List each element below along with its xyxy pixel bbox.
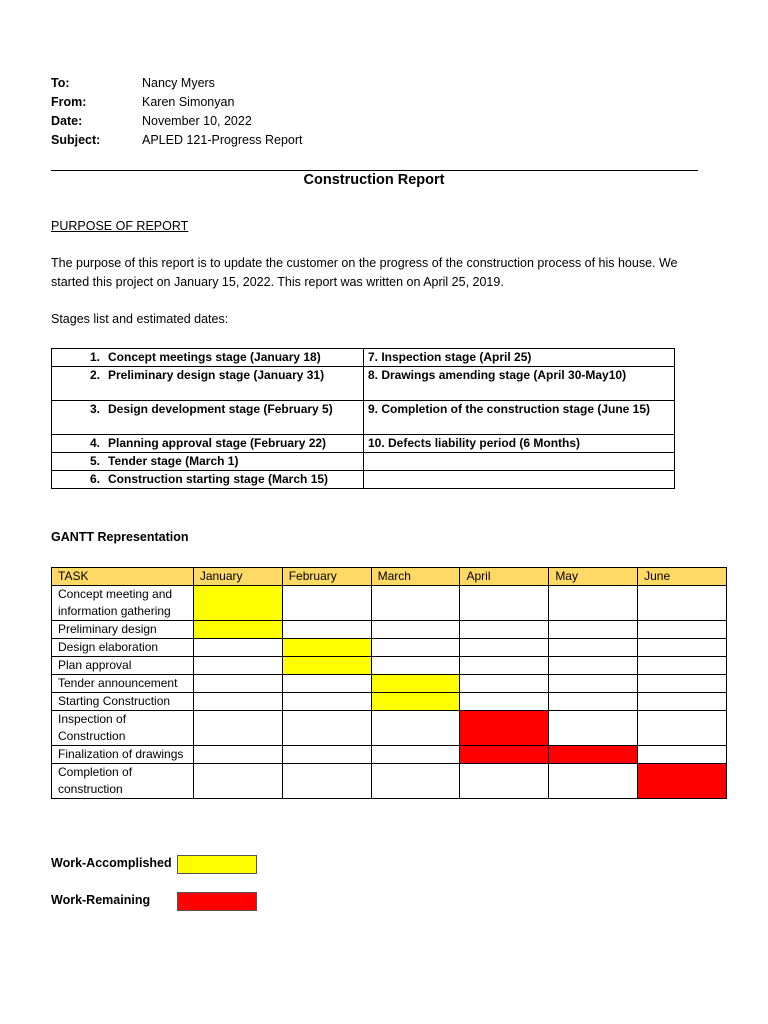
stage-number: 1.: [89, 350, 100, 364]
stages-row: [52, 401, 675, 435]
gantt-task-label: Design elaboration: [52, 639, 194, 657]
stage-number: 3.: [89, 402, 100, 416]
gantt-row: [52, 621, 727, 639]
stages-row: [52, 471, 675, 489]
gantt-empty-cell: [638, 675, 727, 693]
gantt-empty-cell: [282, 621, 371, 639]
gantt-header-cell: TASK: [52, 568, 194, 586]
stages-row: [52, 435, 675, 453]
gantt-header-cell: January: [193, 568, 282, 586]
stage-left-cell: [52, 401, 364, 435]
gantt-empty-cell: [282, 711, 371, 746]
gantt-empty-cell: [193, 675, 282, 693]
legend-remaining-swatch: [177, 892, 257, 911]
stage-text: Design development stage (February 5): [108, 402, 333, 416]
gantt-empty-cell: [460, 586, 549, 621]
purpose-paragraph: The purpose of this report is to update the customer on the progress of the construction process of his house. We started this project on January 15, 2022. This report was written on April 25, 2019.: [51, 256, 678, 289]
memo-subject-value: APLED 121-Progress Report: [142, 133, 303, 147]
gantt-row: [52, 746, 727, 764]
stage-right-cell: [364, 453, 675, 471]
gantt-empty-cell: [371, 746, 460, 764]
gantt-empty-cell: [460, 639, 549, 657]
stage-right-cell: 9. Completion of the construction stage (June 15): [364, 401, 675, 435]
gantt-task-label: Concept meeting and information gathering: [52, 586, 194, 621]
stage-number: 6.: [89, 472, 100, 486]
stage-left-cell: [52, 471, 364, 489]
gantt-empty-cell: [549, 693, 638, 711]
stage-number: 2.: [89, 368, 100, 382]
legend-accomplished-label: Work-Accomplished: [51, 856, 172, 870]
gantt-empty-cell: [638, 657, 727, 675]
legend-remaining-label: Work-Remaining: [51, 893, 151, 907]
header-divider: [51, 170, 698, 171]
stage-text: Preliminary design stage (January 31): [108, 368, 325, 382]
stages-row: [52, 349, 675, 367]
gantt-empty-cell: [193, 746, 282, 764]
gantt-empty-cell: [193, 711, 282, 746]
gantt-empty-cell: [638, 639, 727, 657]
gantt-row: [52, 657, 727, 675]
stage-number: 5.: [89, 454, 100, 468]
memo-from-value: Karen Simonyan: [142, 95, 235, 109]
gantt-bar-remaining: [549, 746, 638, 764]
gantt-header-cell: February: [282, 568, 371, 586]
legend-accomplished: [51, 856, 172, 870]
legend-accomplished-swatch: [177, 855, 257, 874]
gantt-empty-cell: [371, 621, 460, 639]
gantt-row: [52, 675, 727, 693]
gantt-empty-cell: [193, 693, 282, 711]
stage-right-cell: 10. Defects liability period (6 Months): [364, 435, 675, 453]
gantt-row: [52, 711, 727, 746]
gantt-empty-cell: [460, 693, 549, 711]
gantt-row: [52, 586, 727, 621]
gantt-heading: GANTT Representation: [51, 530, 189, 544]
gantt-empty-cell: [371, 657, 460, 675]
gantt-empty-cell: [371, 711, 460, 746]
gantt-bar-accomplished: [371, 675, 460, 693]
stage-text: Tender stage (March 1): [108, 454, 239, 468]
stage-text: Planning approval stage (February 22): [108, 436, 327, 450]
gantt-bar-remaining: [638, 764, 727, 799]
gantt-bar-accomplished: [193, 621, 282, 639]
gantt-empty-cell: [282, 586, 371, 621]
stage-left-cell: [52, 367, 364, 401]
gantt-table: [51, 567, 727, 799]
gantt-empty-cell: [549, 675, 638, 693]
gantt-bar-remaining: [460, 746, 549, 764]
gantt-empty-cell: [549, 639, 638, 657]
stage-text: Concept meetings stage (January 18): [108, 350, 321, 364]
gantt-empty-cell: [282, 746, 371, 764]
gantt-task-label: Tender announcement: [52, 675, 194, 693]
gantt-empty-cell: [282, 675, 371, 693]
stages-row: [52, 367, 675, 401]
gantt-bar-accomplished: [282, 639, 371, 657]
gantt-empty-cell: [549, 657, 638, 675]
gantt-task-label: Preliminary design: [52, 621, 194, 639]
gantt-task-label: Starting Construction: [52, 693, 194, 711]
gantt-row: [52, 639, 727, 657]
gantt-empty-cell: [460, 657, 549, 675]
memo-from-label: From:: [51, 95, 87, 109]
gantt-row: [52, 693, 727, 711]
gantt-empty-cell: [460, 764, 549, 799]
gantt-header-row: [52, 568, 727, 586]
stage-right-cell: 8. Drawings amending stage (April 30-May10): [364, 367, 675, 401]
gantt-empty-cell: [460, 675, 549, 693]
gantt-empty-cell: [638, 711, 727, 746]
gantt-header-cell: April: [460, 568, 549, 586]
gantt-empty-cell: [371, 586, 460, 621]
gantt-header-cell: June: [638, 568, 727, 586]
stage-left-cell: [52, 349, 364, 367]
stage-left-cell: [52, 453, 364, 471]
stage-text: Construction starting stage (March 15): [108, 472, 329, 486]
memo-date-value: November 10, 2022: [142, 114, 252, 128]
purpose-heading: PURPOSE OF REPORT: [51, 219, 189, 233]
gantt-bar-accomplished: [282, 657, 371, 675]
memo-date-label: Date:: [51, 114, 83, 128]
gantt-empty-cell: [638, 586, 727, 621]
gantt-empty-cell: [549, 764, 638, 799]
gantt-task-label: Plan approval: [52, 657, 194, 675]
gantt-empty-cell: [638, 746, 727, 764]
gantt-empty-cell: [549, 711, 638, 746]
gantt-empty-cell: [282, 764, 371, 799]
gantt-task-label: Completion of construction: [52, 764, 194, 799]
gantt-task-label: Inspection of Construction: [52, 711, 194, 746]
gantt-empty-cell: [193, 764, 282, 799]
gantt-empty-cell: [638, 693, 727, 711]
gantt-empty-cell: [549, 621, 638, 639]
gantt-header-cell: March: [371, 568, 460, 586]
stages-intro: Stages list and estimated dates:: [51, 312, 229, 326]
gantt-empty-cell: [549, 586, 638, 621]
stages-row: [52, 453, 675, 471]
gantt-empty-cell: [193, 639, 282, 657]
legend-remaining: [51, 893, 150, 907]
gantt-empty-cell: [638, 621, 727, 639]
report-title: Construction Report: [303, 172, 445, 188]
gantt-empty-cell: [371, 639, 460, 657]
gantt-row: [52, 764, 727, 799]
stage-number: 4.: [89, 436, 100, 450]
gantt-task-label: Finalization of drawings: [52, 746, 194, 764]
stage-right-cell: 7. Inspection stage (April 25): [364, 349, 675, 367]
gantt-empty-cell: [371, 764, 460, 799]
gantt-header-cell: May: [549, 568, 638, 586]
gantt-bar-remaining: [460, 711, 549, 746]
stage-left-cell: [52, 435, 364, 453]
gantt-bar-accomplished: [193, 586, 282, 621]
stages-table: [51, 348, 675, 489]
memo-to-label: To:: [51, 76, 70, 90]
memo-subject-label: Subject:: [51, 133, 101, 147]
gantt-empty-cell: [193, 657, 282, 675]
gantt-empty-cell: [282, 693, 371, 711]
gantt-empty-cell: [460, 621, 549, 639]
gantt-bar-accomplished: [371, 693, 460, 711]
memo-to-value: Nancy Myers: [142, 76, 215, 90]
stage-right-cell: [364, 471, 675, 489]
